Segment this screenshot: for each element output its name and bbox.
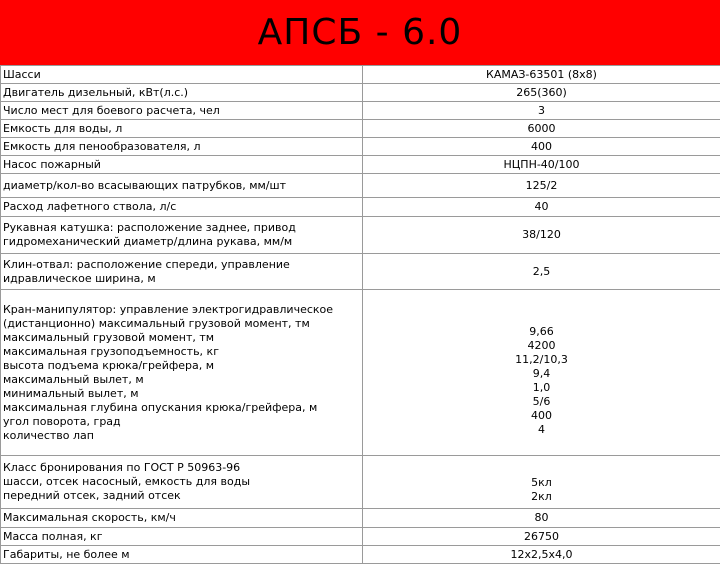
param-line: Число мест для боевого расчета, чел (3, 104, 360, 118)
table-row (1, 290, 720, 456)
param-line: Расход лафетного ствола, л/с (3, 200, 360, 214)
param-line: максимальная грузоподъемность, кг (3, 345, 360, 359)
param-cell (1, 456, 363, 509)
param-line: Кран-манипулятор: управление электрогидравлическое (3, 303, 360, 317)
table-row (1, 120, 720, 138)
table-row (1, 138, 720, 156)
value-line: 3 (365, 104, 718, 118)
param-line: Масса полная, кг (3, 530, 360, 544)
value-line: 400 (365, 140, 718, 154)
param-line: передний отсек, задний отсек (3, 489, 360, 503)
table-row (1, 102, 720, 120)
param-line: Емкость для воды, л (3, 122, 360, 136)
value-line: 9,66 (365, 325, 718, 339)
table-row (1, 84, 720, 102)
param-cell (1, 66, 363, 84)
table-row (1, 198, 720, 217)
value-line: 125/2 (365, 179, 718, 193)
value-line: 80 (365, 511, 718, 525)
param-line: высота подъема крюка/грейфера, м (3, 359, 360, 373)
title-banner (0, 0, 720, 65)
value-cell (363, 528, 720, 546)
table-row (1, 456, 720, 509)
param-cell (1, 102, 363, 120)
param-line: Рукавная катушка: расположение заднее, привод (3, 221, 360, 235)
page-title: АПСБ - 6.0 (258, 12, 463, 53)
value-cell (363, 290, 720, 456)
value-cell (363, 546, 720, 564)
param-line: (дистанционно) максимальный грузовой момент, тм (3, 317, 360, 331)
param-line: гидромеханический диаметр/длина рукава, мм/м (3, 235, 360, 249)
param-line: Клин-отвал: расположение спереди, управление (3, 258, 360, 272)
param-cell (1, 546, 363, 564)
param-line: диаметр/кол-во всасывающих патрубков, мм/шт (3, 179, 360, 193)
param-line: шасси, отсек насосный, емкость для воды (3, 475, 360, 489)
value-line: 9,4 (365, 367, 718, 381)
param-cell (1, 174, 363, 198)
value-line: 12х2,5х4,0 (365, 548, 718, 562)
param-line: максимальный грузовой момент, тм (3, 331, 360, 345)
table-row (1, 546, 720, 564)
param-line: максимальная глубина опускания крюка/грейфера, м (3, 401, 360, 415)
value-cell (363, 84, 720, 102)
table-row (1, 528, 720, 546)
value-line: 6000 (365, 122, 718, 136)
value-cell (363, 217, 720, 254)
table-row (1, 174, 720, 198)
value-cell (363, 138, 720, 156)
param-cell (1, 217, 363, 254)
value-line: НЦПН-40/100 (365, 158, 718, 172)
value-cell (363, 102, 720, 120)
table-row (1, 156, 720, 174)
value-cell (363, 456, 720, 509)
value-line: 2кл (365, 490, 718, 504)
value-cell (363, 174, 720, 198)
value-cell (363, 156, 720, 174)
param-cell (1, 84, 363, 102)
param-cell (1, 509, 363, 528)
param-line: Двигатель дизельный, кВт(л.с.) (3, 86, 360, 100)
value-line: 2,5 (365, 265, 718, 279)
param-line: Максимальная скорость, км/ч (3, 511, 360, 525)
param-cell (1, 254, 363, 290)
param-line: Габариты, не более м (3, 548, 360, 562)
param-cell (1, 138, 363, 156)
param-line: максимальный вылет, м (3, 373, 360, 387)
param-line: угол поворота, град (3, 415, 360, 429)
param-line: Класс бронирования по ГОСТ Р 50963-96 (3, 461, 360, 475)
table-row (1, 509, 720, 528)
value-line: 38/120 (365, 228, 718, 242)
value-line: 400 (365, 409, 718, 423)
param-cell (1, 156, 363, 174)
value-cell (363, 254, 720, 290)
param-line: идравлическое ширина, м (3, 272, 360, 286)
param-cell (1, 198, 363, 217)
table-row (1, 254, 720, 290)
value-line: 40 (365, 200, 718, 214)
param-line: минимальный вылет, м (3, 387, 360, 401)
spec-table (0, 65, 720, 564)
value-line: 4 (365, 423, 718, 437)
value-cell (363, 120, 720, 138)
param-line: Шасси (3, 68, 360, 82)
value-line: 5кл (365, 476, 718, 490)
value-line: 5/6 (365, 395, 718, 409)
value-line: КАМАЗ-63501 (8х8) (365, 68, 718, 82)
value-line: 265(360) (365, 86, 718, 100)
value-cell (363, 66, 720, 84)
param-cell (1, 528, 363, 546)
value-line: 26750 (365, 530, 718, 544)
table-row (1, 66, 720, 84)
param-line: количество лап (3, 429, 360, 443)
param-line: Насос пожарный (3, 158, 360, 172)
param-cell (1, 290, 363, 456)
table-row (1, 217, 720, 254)
value-cell (363, 509, 720, 528)
value-cell (363, 198, 720, 217)
value-line: 4200 (365, 339, 718, 353)
spec-table-body (1, 66, 720, 564)
value-line: 11,2/10,3 (365, 353, 718, 367)
value-line: 1,0 (365, 381, 718, 395)
param-line: Емкость для пенообразователя, л (3, 140, 360, 154)
param-cell (1, 120, 363, 138)
